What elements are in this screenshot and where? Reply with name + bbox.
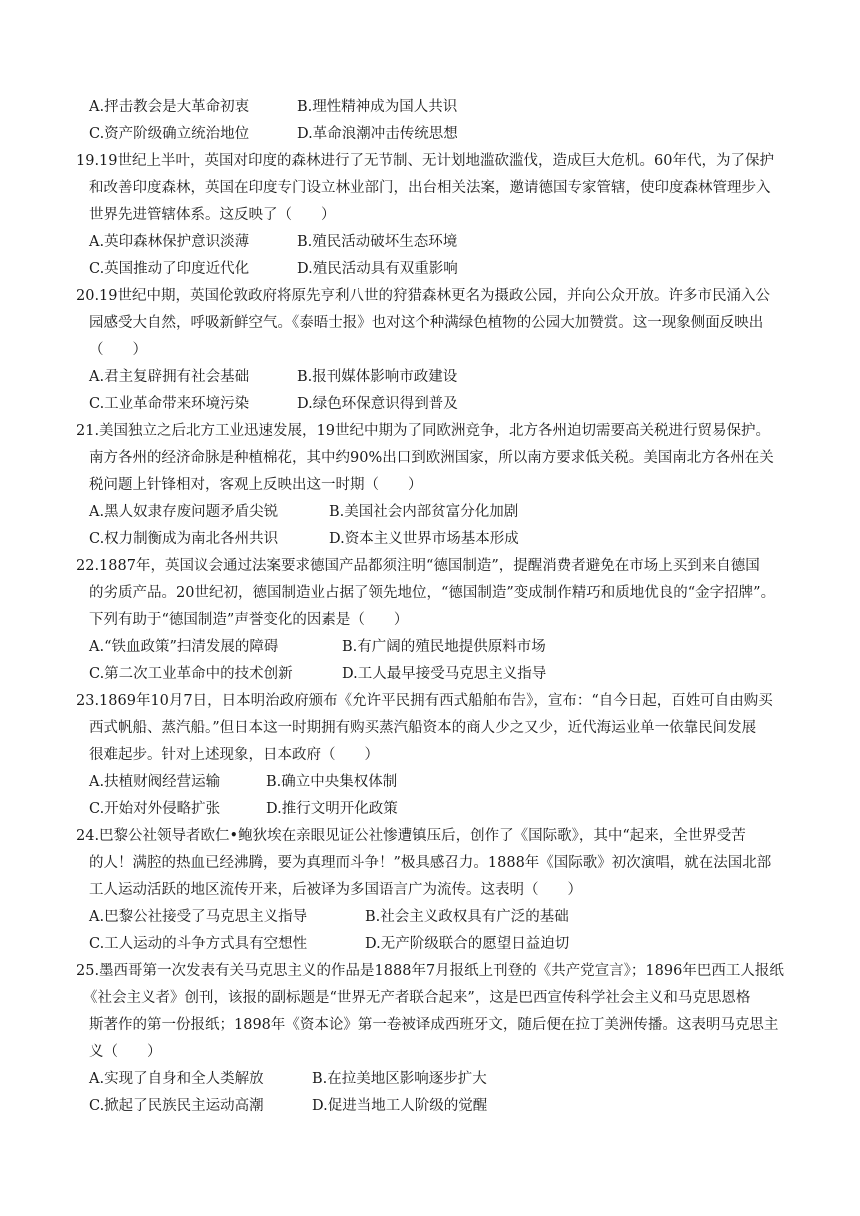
q18-option-a: A.抨击教会是大革命初衷 [89,99,250,115]
q20-option-c: C.工业革命带来环境污染 [89,396,250,412]
q23-stem-line-3: 很难起步。针对上述现象，日本政府（ ） [89,747,379,763]
q24-option-a: A.巴黎公社接受了马克思主义指导 [89,909,308,925]
q25-stem-line-1: 25.墨西哥第一次发表有关马克思主义的作品是1888年7月报纸上刊登的《共产党宣言》；1896年巴西工人报纸 [76,963,784,979]
q22-option-a: A.“铁血政策”扫清发展的障碍 [89,639,279,655]
q25-option-b: B.在拉美地区影响逐步扩大 [312,1071,487,1087]
q19-stem-line-1: 19.19世纪上半叶，英国对印度的森林进行了无节制、无计划地滥砍滥伐，造成巨大危机。60年代，为了保护 [76,153,774,169]
q25-option-a: A.实现了自身和全人类解放 [89,1071,264,1087]
q19-stem-line-2: 和改善印度森林，英国在印度专门设立林业部门，出台相关法案，邀请德国专家管辖，使印度森林管理步入 [89,180,771,196]
q21-option-d: D.资本主义世界市场基本形成 [329,531,519,547]
q24-stem-line-2: 的人！满腔的热血已经沸腾，要为真理而斗争！”极具感召力。1888年《国际歌》初次演唱，就在法国北部 [89,855,772,871]
q22-option-d: D.工人最早接受马克思主义指导 [342,666,547,682]
q25-option-d: D.促进当地工人阶级的觉醒 [312,1098,488,1114]
q22-stem-line-3: 下列有助于“德国制造”声誉变化的因素是（ ） [89,612,409,628]
q24-option-c: C.工人运动的斗争方式具有空想性 [89,936,308,952]
q22-stem-line-2: 的劣质产品。20世纪初，德国制造业占据了领先地位，“德国制造”变成制作精巧和质地优良的“金字招牌”。 [89,585,776,601]
q20-stem-line-2: 园感受大自然，呼吸新鲜空气。《泰晤士报》也对这个种满绿色植物的公园大加赞赏。这一现象侧面反映出 [89,315,764,331]
q23-stem-line-1: 23.1869年10月7日，日本明治政府颁布《允许平民拥有西式船舶布告》，宣布：“自今日起，百姓可自由购买 [76,693,773,709]
q24-stem-line-1: 24.巴黎公社领导者欧仁•鲍狄埃在亲眼见证公社惨遭镇压后，创作了《国际歌》，其中“起来，全世界受苦 [76,828,746,844]
q19-stem-line-3: 世界先进管辖体系。这反映了（ ） [89,207,336,223]
q21-option-b: B.美国社会内部贫富分化加剧 [329,504,519,520]
q21-option-c: C.权力制衡成为南北各州共识 [89,531,279,547]
q25-stem-line-4: 义（ ） [89,1044,162,1060]
q19-option-c: C.英国推动了印度近代化 [89,261,250,277]
q24-stem-line-3: 工人运动活跃的地区流传开来，后被译为多国语言广为流传。这表明（ ） [89,882,582,898]
q21-stem-line-1: 21.美国独立之后北方工业迅速发展，19世纪中期为了同欧洲竞争，北方各州迫切需要高关税进行贸易保护。 [76,423,771,439]
q23-option-d: D.推行文明开化政策 [266,801,398,817]
q20-stem-line-3: （ ） [89,342,147,358]
q20-option-d: D.绿色环保意识得到普及 [297,396,458,412]
q24-option-b: B.社会主义政权具有广泛的基础 [365,909,569,925]
q22-option-b: B.有广阔的殖民地提供原料市场 [342,639,546,655]
q23-stem-line-2: 西式帆船、蒸汽船。”但日本这一时期拥有购买蒸汽船资本的商人少之又少，近代海运业单一依靠民间发展 [89,720,757,736]
q21-option-a: A.黑人奴隶存废问题矛盾尖锐 [89,504,279,520]
q23-option-c: C.开始对外侵略扩张 [89,801,221,817]
q19-option-d: D.殖民活动具有双重影响 [297,261,458,277]
q20-option-b: B.报刊媒体影响市政建设 [297,369,458,385]
q18-option-d: D.革命浪潮冲击传统思想 [297,126,458,142]
q18-option-c: C.资产阶级确立统治地位 [89,126,250,142]
q20-option-a: A.君主复辟拥有社会基础 [89,369,250,385]
q19-option-b: B.殖民活动破坏生态环境 [297,234,458,250]
q18-option-b: B.理性精神成为国人共识 [297,99,458,115]
q22-option-c: C.第二次工业革命中的技术创新 [89,666,293,682]
q24-option-d: D.无产阶级联合的愿望日益迫切 [365,936,570,952]
q19-option-a: A.英印森林保护意识淡薄 [89,234,250,250]
q25-stem-line-2: 《社会主义者》创刊，该报的副标题是“世界无产者联合起来”，这是巴西宣传科学社会主义和马克思恩格 [83,990,751,1006]
q23-option-a: A.扶植财阀经营运输 [89,774,221,790]
q21-stem-line-3: 税问题上针锋相对，客观上反映出这一时期（ ） [89,477,423,493]
q25-option-c: C.掀起了民族民主运动高潮 [89,1098,264,1114]
q25-stem-line-3: 斯著作的第一份报纸；1898年《资本论》第一卷被译成西班牙文，随后便在拉丁美洲传播。这表明马克思主 [89,1017,779,1033]
q21-stem-line-2: 南方各州的经济命脉是种植棉花，其中约90%出口到欧洲国家，所以南方要求低关税。美国南北方各州在关 [89,450,774,466]
q22-stem-line-1: 22.1887年，英国议会通过法案要求德国产品都须注明“德国制造”，提醒消费者避免在市场上买到来自德国 [76,558,760,574]
q20-stem-line-1: 20.19世纪中期，英国伦敦政府将原先亨利八世的狩猎森林更名为摄政公园，并向公众开放。许多市民涌入公 [76,288,771,304]
q23-option-b: B.确立中央集权体制 [266,774,398,790]
